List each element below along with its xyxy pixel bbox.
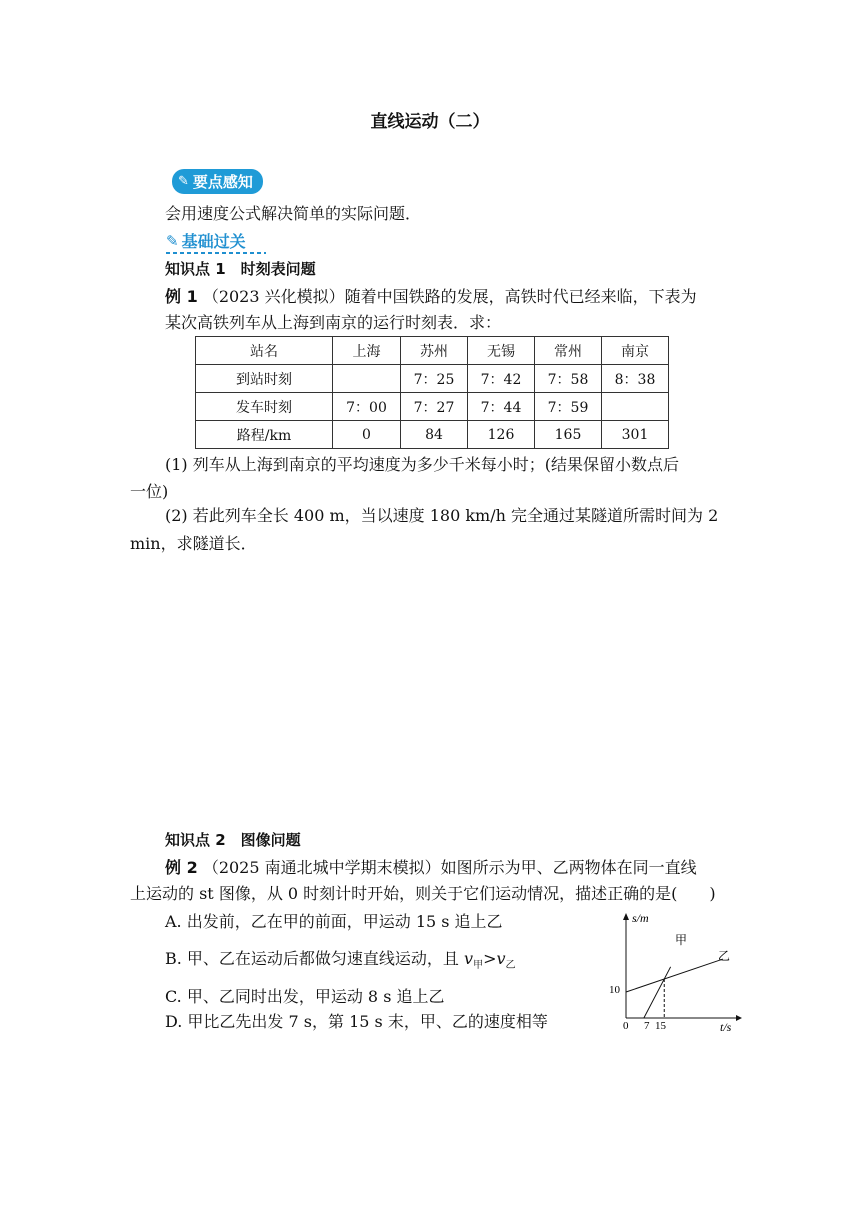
table-cell: 7：59 bbox=[535, 393, 602, 421]
table-cell: 上海 bbox=[333, 337, 401, 365]
x-tick-15: 15 bbox=[655, 1020, 666, 1032]
example2-line2: 上运动的 st 图像，从 0 时刻计时开始，则关于它们运动情况，描述正确的是( ) bbox=[130, 884, 716, 903]
velocity-symbol: v bbox=[464, 949, 474, 968]
kp2-heading: 知识点 2 图像问题 bbox=[165, 831, 301, 849]
x-axis-arrow bbox=[736, 1015, 742, 1021]
kp1-heading: 知识点 1 时刻表问题 bbox=[165, 260, 316, 278]
table-cell: 7：42 bbox=[468, 365, 535, 393]
table-cell: 苏州 bbox=[401, 337, 468, 365]
option-d: D. 甲比乙先出发 7 s，第 15 s 末，甲、乙的速度相等 bbox=[165, 1012, 548, 1031]
series-jia-line bbox=[644, 967, 671, 1018]
pencil-icon: ✎ bbox=[166, 231, 179, 250]
table-row bbox=[196, 393, 669, 421]
table-row bbox=[196, 421, 669, 449]
option-b-text: B. 甲、乙在运动后都做匀速直线运动，且 bbox=[165, 949, 465, 968]
table-cell: 7：44 bbox=[468, 393, 535, 421]
timetable bbox=[195, 336, 669, 449]
key-points-text: 会用速度公式解决简单的实际问题． bbox=[165, 204, 422, 223]
example2-label: 例 2 bbox=[165, 858, 198, 877]
table-cell: 南京 bbox=[602, 337, 669, 365]
series-yi-line bbox=[626, 959, 723, 992]
example1-label: 例 1 bbox=[165, 287, 198, 306]
velocity-symbol: v bbox=[496, 949, 506, 968]
example2-line1 bbox=[165, 854, 735, 882]
page-title: 直线运动（二） bbox=[370, 112, 490, 132]
series-jia-label: 甲 bbox=[675, 933, 688, 947]
question2-line2: min，求隧道长． bbox=[130, 534, 257, 553]
table-cell: 301 bbox=[602, 421, 669, 449]
key-points-label: 要点感知 bbox=[192, 173, 253, 191]
option-b bbox=[165, 945, 516, 980]
table-cell: 到站时刻 bbox=[196, 365, 333, 393]
series-yi-label: 乙 bbox=[718, 949, 731, 963]
table-cell: 7：27 bbox=[401, 393, 468, 421]
table-cell bbox=[333, 365, 401, 393]
table-cell: 8：38 bbox=[602, 365, 669, 393]
table-cell: 发车时刻 bbox=[196, 393, 333, 421]
table-cell: 84 bbox=[401, 421, 468, 449]
option-c: C. 甲、乙同时出发，甲运动 8 s 追上乙 bbox=[165, 987, 445, 1006]
st-graph bbox=[603, 908, 743, 1033]
velocity-subscript-jia: 甲 bbox=[473, 960, 484, 972]
table-cell: 7：58 bbox=[535, 365, 602, 393]
option-a: A. 出发前，乙在甲的前面，甲运动 15 s 追上乙 bbox=[165, 912, 503, 931]
example1-text1: （2023 兴化模拟）随着中国铁路的发展，高铁时代已经来临，下表为 bbox=[202, 287, 697, 306]
y-tick-10: 10 bbox=[609, 984, 620, 996]
x-tick-7: 7 bbox=[644, 1020, 650, 1032]
greater-than: > bbox=[483, 949, 497, 968]
table-row bbox=[196, 365, 669, 393]
table-row bbox=[196, 337, 669, 365]
example2-text1: （2025 南通北城中学期末模拟）如图所示为甲、乙两物体在同一直线 bbox=[202, 858, 697, 877]
y-axis-arrow bbox=[623, 913, 629, 920]
x-axis-label: t/s bbox=[720, 1020, 732, 1033]
basics-underline bbox=[166, 252, 266, 254]
table-cell: 126 bbox=[468, 421, 535, 449]
table-cell: 常州 bbox=[535, 337, 602, 365]
table-cell bbox=[602, 393, 669, 421]
basics-label: 基础过关 bbox=[181, 232, 246, 251]
table-cell: 165 bbox=[535, 421, 602, 449]
basics-badge bbox=[166, 229, 266, 254]
velocity-subscript-yi: 乙 bbox=[505, 960, 516, 972]
question2-line1: (2) 若此列车全长 400 m，当以速度 180 km/h 完全通过某隧道所需时间为 2 bbox=[165, 506, 719, 525]
table-cell: 7：25 bbox=[401, 365, 468, 393]
example1-line1 bbox=[165, 283, 735, 311]
table-cell: 无锡 bbox=[468, 337, 535, 365]
y-axis-label: s/m bbox=[632, 911, 649, 925]
table-cell: 0 bbox=[333, 421, 401, 449]
question1-line1: (1) 列车从上海到南京的平均速度为多少千米每小时；(结果保留小数点后 bbox=[165, 455, 679, 474]
question1-line2: 一位) bbox=[130, 482, 169, 501]
key-points-badge bbox=[172, 169, 263, 194]
pin-icon: ✎ bbox=[178, 174, 189, 189]
table-cell: 路程/km bbox=[196, 421, 333, 449]
table-cell: 7：00 bbox=[333, 393, 401, 421]
example1-line2: 某次高铁列车从上海到南京的运行时刻表．求： bbox=[165, 313, 502, 332]
x-tick-0: 0 bbox=[623, 1020, 629, 1032]
table-cell: 站名 bbox=[196, 337, 333, 365]
